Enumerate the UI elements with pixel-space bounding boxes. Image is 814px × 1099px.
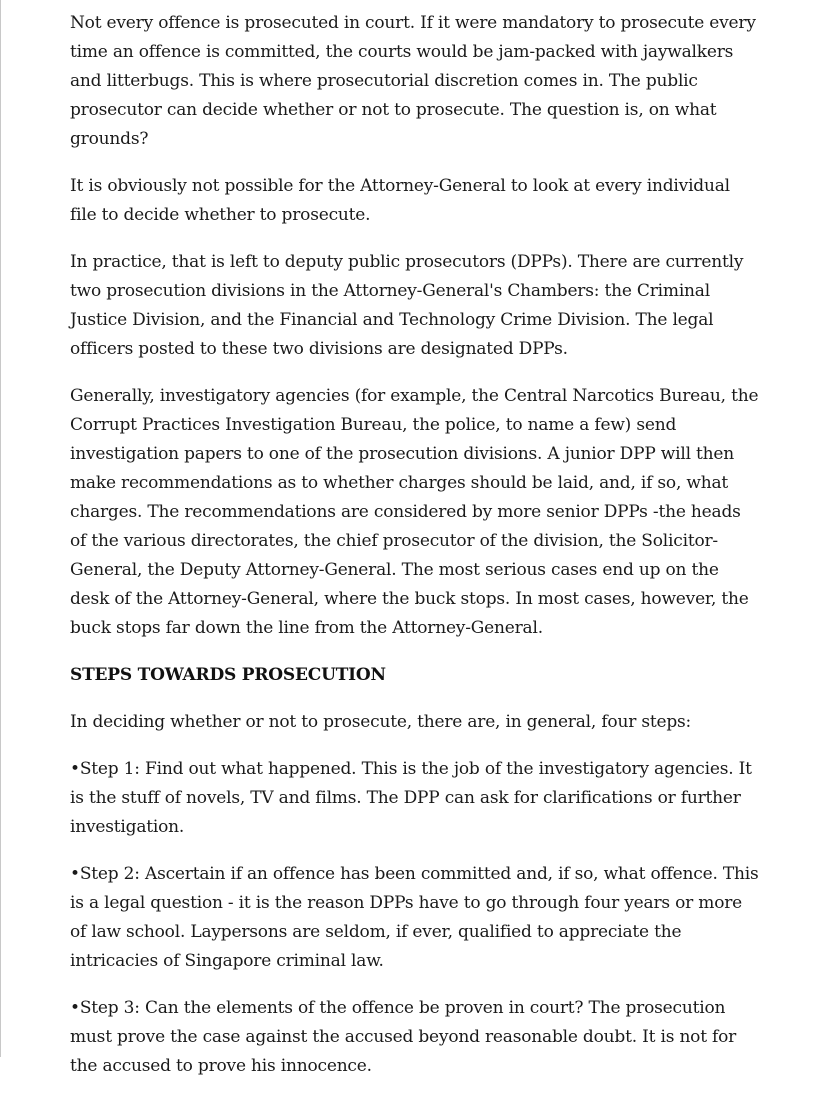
step-2: •Step 2: Ascertain if an offence has been committed and, if so, what offence. This is a legal question - it is the reason DPPs have to go through four years or more of law school. Laypersons are seldom, if ever, qualified to appreciate the intricacies of Singapore criminal law. <box>70 864 759 971</box>
article-paragraph-2: It is obviously not possible for the Attorney-General to look at every individual file to decide whether to prosecute. <box>70 176 730 225</box>
article-paragraph-3: In practice, that is left to deputy public prosecutors (DPPs). There are currently two prosecution divisions in the Attorney-General's Chambers: the Criminal Justice Division, and the Financial and Technology Crime Division. The legal officers posted to these two divisions are designated DPPs. <box>70 252 744 359</box>
steps-intro: In deciding whether or not to prosecute, there are, in general, four steps: <box>70 712 692 732</box>
page-left-border <box>0 0 1 1057</box>
article-paragraph-4: Generally, investigatory agencies (for example, the Central Narcotics Bureau, the Corrupt Practices Investigation Bureau, the police, to name a few) send investigation papers to one of the prosecution divisions. A junior DPP will then make recommendations as to whether charges should be laid, and, if so, what charges. The recommendations are considered by more senior DPPs -the heads of the various directorates, the chief prosecutor of the division, the Solicitor-General, the Deputy Attorney-General. The most serious cases end up on the desk of the Attorney-General, where the buck stops. In most cases, however, the buck stops far down the line from the Attorney-General. <box>70 386 759 638</box>
step-1: •Step 1: Find out what happened. This is the job of the investigatory agencies. It is the stuff of novels, TV and films. The DPP can ask for clarifications or further investigation. <box>70 759 752 837</box>
article-paragraph-1: Not every offence is prosecuted in court. If it were mandatory to prosecute every time an offence is committed, the courts would be jam-packed with jaywalkers and litterbugs. This is where prosecutorial discretion comes in. The public prosecutor can decide whether or not to prosecute. The question is, on what grounds? <box>70 13 756 149</box>
section-heading: STEPS TOWARDS PROSECUTION <box>70 665 386 685</box>
article-body <box>70 9 760 1099</box>
step-3: •Step 3: Can the elements of the offence be proven in court? The prosecution must prove the case against the accused beyond reasonable doubt. It is not for the accused to prove his innocence. <box>70 998 737 1076</box>
